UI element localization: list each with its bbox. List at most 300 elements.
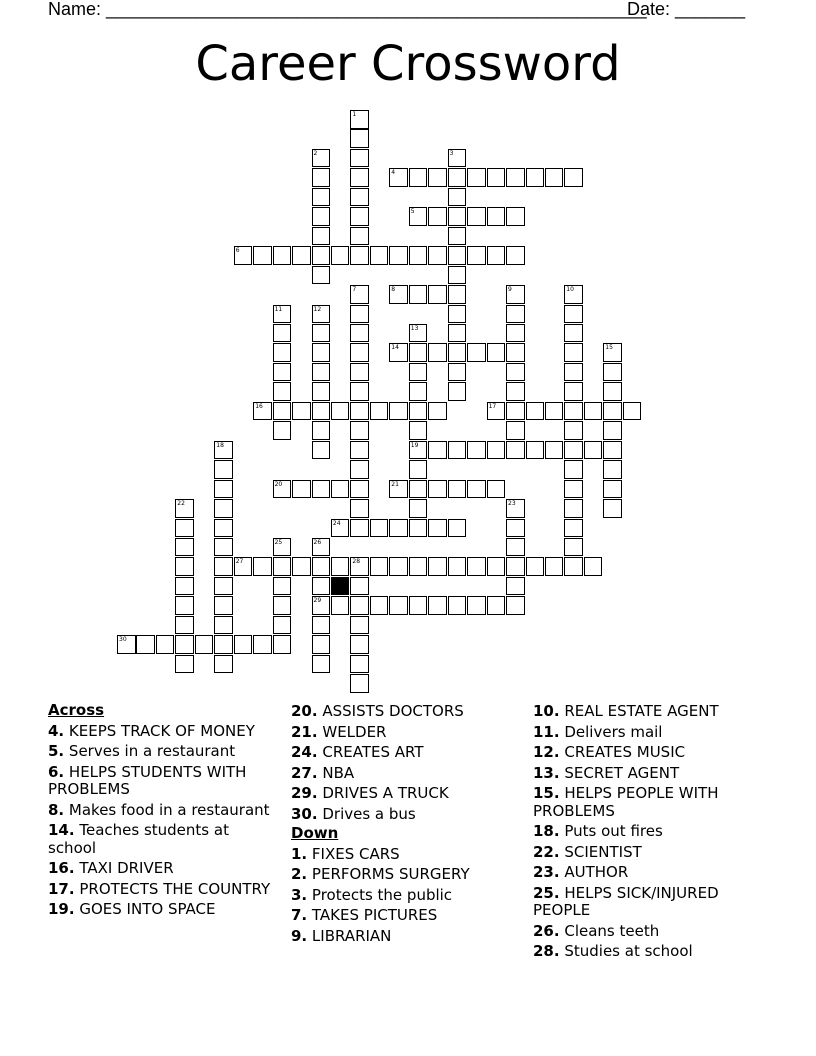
crossword-cell[interactable] xyxy=(409,168,428,187)
crossword-cell[interactable] xyxy=(312,480,331,499)
crossword-cell[interactable] xyxy=(312,343,331,362)
crossword-cell[interactable] xyxy=(273,324,292,343)
across-clue xyxy=(48,860,273,878)
clue-text: Delivers mail xyxy=(564,722,663,741)
crossword-cell[interactable] xyxy=(545,557,564,576)
crossword-cell[interactable] xyxy=(331,557,350,576)
crossword-cell[interactable] xyxy=(584,557,603,576)
crossword-cell[interactable] xyxy=(389,557,408,576)
crossword-cell[interactable] xyxy=(312,363,331,382)
crossword-cell[interactable] xyxy=(350,324,369,343)
across-clue xyxy=(48,881,273,899)
crossword-cell[interactable] xyxy=(273,246,292,265)
crossword-cell[interactable] xyxy=(428,285,447,304)
clue-text: DRIVES A TRUCK xyxy=(322,784,449,802)
crossword-cell[interactable] xyxy=(312,655,331,674)
crossword-cell[interactable] xyxy=(467,246,486,265)
crossword-cell[interactable] xyxy=(545,441,564,460)
crossword-cell[interactable] xyxy=(428,557,447,576)
name-field[interactable]: Name: ______________________________________________________ xyxy=(48,0,647,19)
clue-number: 20 xyxy=(274,480,283,488)
crossword-cell[interactable] xyxy=(467,596,486,615)
crossword-cell[interactable] xyxy=(312,557,331,576)
crossword-cell[interactable] xyxy=(526,441,545,460)
crossword-cell[interactable] xyxy=(428,402,447,421)
crossword-cell[interactable] xyxy=(564,305,583,324)
across-clue xyxy=(291,785,516,803)
clue-number: 1 xyxy=(352,111,357,118)
clue-number: 18 xyxy=(216,441,224,449)
crossword-cell[interactable] xyxy=(350,227,369,246)
crossword-cell[interactable] xyxy=(506,382,525,401)
crossword-cell[interactable] xyxy=(312,402,331,421)
crossword-cell[interactable] xyxy=(273,305,292,324)
crossword-cell[interactable] xyxy=(175,499,194,518)
crossword-cell[interactable] xyxy=(253,557,272,576)
crossword-cell[interactable] xyxy=(467,441,486,460)
crossword-cell[interactable] xyxy=(312,616,331,635)
clue-number-label: 30. xyxy=(291,804,318,823)
crossword-cell[interactable] xyxy=(273,616,292,635)
crossword-cell[interactable] xyxy=(292,557,311,576)
clue-number-label: 21. xyxy=(291,722,318,741)
clue-text: NBA xyxy=(322,763,355,782)
crossword-cell[interactable] xyxy=(487,557,506,576)
crossword-cell[interactable] xyxy=(234,246,253,265)
crossword-cell[interactable] xyxy=(506,421,525,440)
clue-number: 28 xyxy=(352,558,361,566)
crossword-cell[interactable] xyxy=(331,246,350,265)
crossword-cell[interactable] xyxy=(506,402,525,421)
crossword-cell[interactable] xyxy=(175,596,194,615)
crossword-cell[interactable] xyxy=(370,402,389,421)
crossword-cell[interactable] xyxy=(214,577,233,596)
crossword-cell[interactable] xyxy=(467,343,486,362)
crossword-cell[interactable] xyxy=(506,324,525,343)
crossword-cell[interactable] xyxy=(428,480,447,499)
crossword-cell[interactable] xyxy=(214,538,233,557)
crossword-cell[interactable] xyxy=(312,149,331,168)
crossword-cell[interactable] xyxy=(350,129,369,148)
crossword-cell[interactable] xyxy=(175,538,194,557)
crossword-cell[interactable] xyxy=(409,460,428,479)
crossword-cell[interactable] xyxy=(564,460,583,479)
crossword-cell[interactable] xyxy=(273,538,292,557)
crossword-cell[interactable] xyxy=(409,207,428,226)
crossword-cell[interactable] xyxy=(506,285,525,304)
crossword-cell[interactable] xyxy=(506,363,525,382)
crossword-cell[interactable] xyxy=(292,402,311,421)
crossword-cell[interactable] xyxy=(312,188,331,207)
crossword-cell[interactable] xyxy=(564,441,583,460)
crossword-cell[interactable] xyxy=(603,460,622,479)
crossword-cell[interactable] xyxy=(389,246,408,265)
crossword-cell[interactable] xyxy=(448,266,467,285)
crossword-cell[interactable] xyxy=(409,421,428,440)
crossword-cell[interactable] xyxy=(506,246,525,265)
crossword-cell[interactable] xyxy=(312,596,331,615)
crossword-cell[interactable] xyxy=(312,207,331,226)
crossword-cell[interactable] xyxy=(564,382,583,401)
crossword-cell[interactable] xyxy=(603,421,622,440)
down-clue xyxy=(291,907,516,925)
across-heading: Across xyxy=(48,701,105,719)
crossword-cell[interactable] xyxy=(487,596,506,615)
crossword-cell[interactable] xyxy=(350,110,369,129)
crossword-cell[interactable] xyxy=(350,635,369,654)
crossword-cell[interactable] xyxy=(487,207,506,226)
crossword-cell[interactable] xyxy=(175,519,194,538)
crossword-cell[interactable] xyxy=(603,480,622,499)
crossword-cell[interactable] xyxy=(506,499,525,518)
clue-number: 30 xyxy=(119,636,127,644)
crossword-cell[interactable] xyxy=(350,499,369,518)
crossword-cell[interactable] xyxy=(564,557,583,576)
crossword-cell[interactable] xyxy=(448,305,467,324)
crossword-cell[interactable] xyxy=(273,557,292,576)
crossword-cell[interactable] xyxy=(214,655,233,674)
clue-number: 10 xyxy=(566,286,574,293)
crossword-cell[interactable] xyxy=(564,480,583,499)
crossword-cell[interactable] xyxy=(350,616,369,635)
down-clue xyxy=(291,846,516,864)
crossword-cell[interactable] xyxy=(448,285,467,304)
down-clue xyxy=(533,844,763,862)
crossword-cell[interactable] xyxy=(409,246,428,265)
crossword-cell[interactable] xyxy=(409,557,428,576)
crossword-cell[interactable] xyxy=(370,246,389,265)
clue-text: Studies at school xyxy=(564,942,693,960)
crossword-cell[interactable] xyxy=(214,557,233,576)
crossword-cell[interactable] xyxy=(409,441,428,460)
crossword-cell[interactable] xyxy=(584,441,603,460)
crossword-cell[interactable] xyxy=(487,480,506,499)
crossword-cell[interactable] xyxy=(428,343,447,362)
clue-number-label: 5. xyxy=(48,742,65,760)
crossword-cell[interactable] xyxy=(214,499,233,518)
crossword-cell[interactable] xyxy=(175,655,194,674)
crossword-cell[interactable] xyxy=(312,324,331,343)
crossword-cell[interactable] xyxy=(603,363,622,382)
crossword-cell[interactable] xyxy=(273,596,292,615)
clue-number-label: 19. xyxy=(48,900,75,918)
crossword-cell[interactable] xyxy=(312,382,331,401)
crossword-cell[interactable] xyxy=(603,441,622,460)
crossword-cell[interactable] xyxy=(389,343,408,362)
crossword-cell[interactable] xyxy=(273,480,292,499)
clue-number-label: 27. xyxy=(291,763,318,782)
crossword-cell[interactable] xyxy=(389,168,408,187)
clue-number-label: 12. xyxy=(533,743,560,761)
crossword-cell[interactable] xyxy=(350,480,369,499)
crossword-cell[interactable] xyxy=(448,246,467,265)
crossword-cell[interactable] xyxy=(214,635,233,654)
crossword-cell[interactable] xyxy=(506,519,525,538)
crossword-cell[interactable] xyxy=(428,441,447,460)
crossword-cell[interactable] xyxy=(389,402,408,421)
crossword-cell[interactable] xyxy=(448,188,467,207)
crossword-cell[interactable] xyxy=(350,149,369,168)
clue-number: 5 xyxy=(410,208,415,216)
crossword-cell[interactable] xyxy=(526,168,545,187)
across-clue xyxy=(48,764,273,799)
clue-text: PERFORMS SURGERY xyxy=(311,865,470,883)
crossword-cell[interactable] xyxy=(156,635,175,654)
crossword-cell[interactable] xyxy=(350,596,369,615)
down-clue xyxy=(291,866,516,884)
crossword-cell[interactable] xyxy=(312,305,331,324)
clue-text: Drives a bus xyxy=(322,804,416,823)
crossword-cell[interactable] xyxy=(564,285,583,304)
crossword-cell[interactable] xyxy=(175,577,194,596)
clue-number-label: 3. xyxy=(291,885,308,904)
crossword-cell[interactable] xyxy=(370,596,389,615)
crossword-cell[interactable] xyxy=(370,557,389,576)
crossword-cell[interactable] xyxy=(331,402,350,421)
crossword-cell[interactable] xyxy=(506,168,525,187)
crossword-cell[interactable] xyxy=(564,421,583,440)
crossword-cell[interactable] xyxy=(409,343,428,362)
down-clue xyxy=(533,703,763,721)
crossword-cell[interactable] xyxy=(234,557,253,576)
clue-number: 7 xyxy=(352,286,357,293)
clue-text: SCIENTIST xyxy=(564,842,642,861)
crossword-cell[interactable] xyxy=(292,480,311,499)
crossword-cell[interactable] xyxy=(409,324,428,343)
crossword-cell[interactable] xyxy=(350,557,369,576)
crossword-cell[interactable] xyxy=(292,246,311,265)
crossword-cell[interactable] xyxy=(350,519,369,538)
crossword-cell[interactable] xyxy=(564,519,583,538)
crossword-cell[interactable] xyxy=(487,402,506,421)
crossword-cell[interactable] xyxy=(526,402,545,421)
crossword-cell[interactable] xyxy=(487,441,506,460)
crossword-cell[interactable] xyxy=(487,168,506,187)
crossword-cell[interactable] xyxy=(175,616,194,635)
crossword-cell[interactable] xyxy=(448,324,467,343)
crossword-cell[interactable] xyxy=(312,168,331,187)
clue-number-label: 4. xyxy=(48,721,65,740)
crossword-cell[interactable] xyxy=(603,382,622,401)
crossword-cell[interactable] xyxy=(564,538,583,557)
crossword-cell[interactable] xyxy=(506,343,525,362)
crossword-cell[interactable] xyxy=(195,635,214,654)
crossword-cell[interactable] xyxy=(312,538,331,557)
crossword-cell[interactable] xyxy=(409,596,428,615)
crossword-cell[interactable] xyxy=(350,285,369,304)
crossword-cell[interactable] xyxy=(603,402,622,421)
down-clue xyxy=(533,724,763,742)
clue-text: TAKES PICTURES xyxy=(311,906,438,924)
crossword-cell[interactable] xyxy=(467,168,486,187)
crossword-cell[interactable] xyxy=(526,557,545,576)
crossword-cell[interactable] xyxy=(603,499,622,518)
crossword-cell[interactable] xyxy=(603,343,622,362)
clue-number-label: 14. xyxy=(48,821,75,839)
crossword-cell[interactable] xyxy=(273,343,292,362)
date-field[interactable]: Date: _______ xyxy=(627,0,746,19)
clue-number: 4 xyxy=(391,169,396,177)
shaded-square xyxy=(331,577,350,596)
crossword-cell[interactable] xyxy=(312,441,331,460)
crossword-cell[interactable] xyxy=(409,363,428,382)
crossword-cell[interactable] xyxy=(273,577,292,596)
crossword-cell[interactable] xyxy=(331,596,350,615)
crossword-cell[interactable] xyxy=(409,519,428,538)
across-clue xyxy=(291,724,516,742)
crossword-cell[interactable] xyxy=(409,285,428,304)
crossword-cell[interactable] xyxy=(487,343,506,362)
crossword-cell[interactable] xyxy=(389,480,408,499)
crossword-cell[interactable] xyxy=(214,480,233,499)
crossword-cell[interactable] xyxy=(428,596,447,615)
clue-text: Protects the public xyxy=(311,885,453,904)
crossword-cell[interactable] xyxy=(506,577,525,596)
crossword-cell[interactable] xyxy=(136,635,155,654)
clue-text: HELPS STUDENTS WITH PROBLEMS xyxy=(48,762,247,798)
crossword-cell[interactable] xyxy=(350,168,369,187)
crossword-cell[interactable] xyxy=(564,324,583,343)
crossword-cell[interactable] xyxy=(409,402,428,421)
clue-number: 6 xyxy=(235,247,240,255)
crossword-cell[interactable] xyxy=(350,305,369,324)
crossword-cell[interactable] xyxy=(214,596,233,615)
crossword-cell[interactable] xyxy=(312,635,331,654)
crossword-cell[interactable] xyxy=(175,635,194,654)
crossword-cell[interactable] xyxy=(448,480,467,499)
crossword-cell[interactable] xyxy=(350,441,369,460)
clue-number-label: 29. xyxy=(291,784,318,802)
crossword-cell[interactable] xyxy=(175,557,194,576)
crossword-cell[interactable] xyxy=(545,168,564,187)
across-clue xyxy=(291,744,516,762)
clue-column-1 xyxy=(48,700,273,919)
crossword-cell[interactable] xyxy=(506,557,525,576)
crossword-cell[interactable] xyxy=(214,441,233,460)
crossword-cell[interactable] xyxy=(409,382,428,401)
crossword-cell[interactable] xyxy=(448,382,467,401)
crossword-cell[interactable] xyxy=(273,402,292,421)
crossword-cell[interactable] xyxy=(428,519,447,538)
crossword-cell[interactable] xyxy=(312,266,331,285)
crossword-cell[interactable] xyxy=(370,519,389,538)
crossword-cell[interactable] xyxy=(273,421,292,440)
crossword-cell[interactable] xyxy=(234,635,253,654)
crossword-cell[interactable] xyxy=(448,207,467,226)
crossword-cell[interactable] xyxy=(312,227,331,246)
crossword-cell[interactable] xyxy=(428,207,447,226)
crossword-cell[interactable] xyxy=(506,207,525,226)
crossword-cell[interactable] xyxy=(564,499,583,518)
crossword-cell[interactable] xyxy=(350,460,369,479)
crossword-cell[interactable] xyxy=(214,519,233,538)
crossword-cell[interactable] xyxy=(467,480,486,499)
clue-number-label: 6. xyxy=(48,762,65,781)
crossword-cell[interactable] xyxy=(350,655,369,674)
crossword-cell[interactable] xyxy=(350,577,369,596)
crossword-cell[interactable] xyxy=(448,596,467,615)
crossword-cell[interactable] xyxy=(350,382,369,401)
clue-number-label: 10. xyxy=(533,702,560,720)
clue-number-label: 13. xyxy=(533,763,560,782)
clue-text: CREATES ART xyxy=(322,743,424,761)
crossword-cell[interactable] xyxy=(253,635,272,654)
crossword-cell[interactable] xyxy=(409,499,428,518)
crossword-cell[interactable] xyxy=(117,635,136,654)
crossword-cell[interactable] xyxy=(312,246,331,265)
crossword-cell[interactable] xyxy=(331,480,350,499)
crossword-cell[interactable] xyxy=(467,207,486,226)
crossword-cell[interactable] xyxy=(389,519,408,538)
clue-number: 16 xyxy=(255,402,263,410)
down-clue xyxy=(533,785,763,820)
crossword-cell[interactable] xyxy=(564,402,583,421)
clue-text: KEEPS TRACK OF MONEY xyxy=(68,721,255,740)
crossword-cell[interactable] xyxy=(506,305,525,324)
crossword-cell[interactable] xyxy=(564,168,583,187)
crossword-cell[interactable] xyxy=(253,246,272,265)
crossword-cell[interactable] xyxy=(350,363,369,382)
crossword-cell[interactable] xyxy=(312,577,331,596)
crossword-cell[interactable] xyxy=(448,441,467,460)
crossword-cell[interactable] xyxy=(389,285,408,304)
crossword-cell[interactable] xyxy=(467,557,486,576)
crossword-cell[interactable] xyxy=(584,402,603,421)
crossword-cell[interactable] xyxy=(545,402,564,421)
crossword-cell[interactable] xyxy=(350,207,369,226)
crossword-cell[interactable] xyxy=(448,519,467,538)
crossword-cell[interactable] xyxy=(506,596,525,615)
crossword-cell[interactable] xyxy=(312,421,331,440)
crossword-cell[interactable] xyxy=(448,168,467,187)
crossword-cell[interactable] xyxy=(448,227,467,246)
crossword-cell[interactable] xyxy=(350,343,369,362)
crossword-cell[interactable] xyxy=(448,149,467,168)
crossword-cell[interactable] xyxy=(564,343,583,362)
crossword-cell[interactable] xyxy=(350,402,369,421)
crossword-cell[interactable] xyxy=(409,480,428,499)
crossword-cell[interactable] xyxy=(389,596,408,615)
crossword-cell[interactable] xyxy=(350,421,369,440)
crossword-cell[interactable] xyxy=(214,616,233,635)
crossword-cell[interactable] xyxy=(448,363,467,382)
crossword-cell[interactable] xyxy=(273,363,292,382)
crossword-cell[interactable] xyxy=(331,519,350,538)
crossword-cell[interactable] xyxy=(506,441,525,460)
clue-text: ASSISTS DOCTORS xyxy=(322,702,464,720)
crossword-cell[interactable] xyxy=(350,188,369,207)
crossword-cell[interactable] xyxy=(273,382,292,401)
down-clue xyxy=(291,887,516,905)
crossword-cell[interactable] xyxy=(253,402,272,421)
crossword-cell[interactable] xyxy=(214,460,233,479)
across-clue xyxy=(291,806,516,824)
crossword-cell[interactable] xyxy=(448,557,467,576)
clue-number: 17 xyxy=(488,402,497,410)
crossword-cell[interactable] xyxy=(487,246,506,265)
crossword-cell[interactable] xyxy=(506,538,525,557)
clue-text: PROTECTS THE COUNTRY xyxy=(79,879,271,898)
crossword-cell[interactable] xyxy=(273,635,292,654)
crossword-cell[interactable] xyxy=(564,363,583,382)
crossword-cell[interactable] xyxy=(623,402,642,421)
crossword-cell[interactable] xyxy=(448,343,467,362)
down-clue xyxy=(291,928,516,946)
crossword-cell[interactable] xyxy=(350,246,369,265)
crossword-cell[interactable] xyxy=(428,168,447,187)
crossword-cell[interactable] xyxy=(350,674,369,693)
crossword-cell[interactable] xyxy=(428,246,447,265)
